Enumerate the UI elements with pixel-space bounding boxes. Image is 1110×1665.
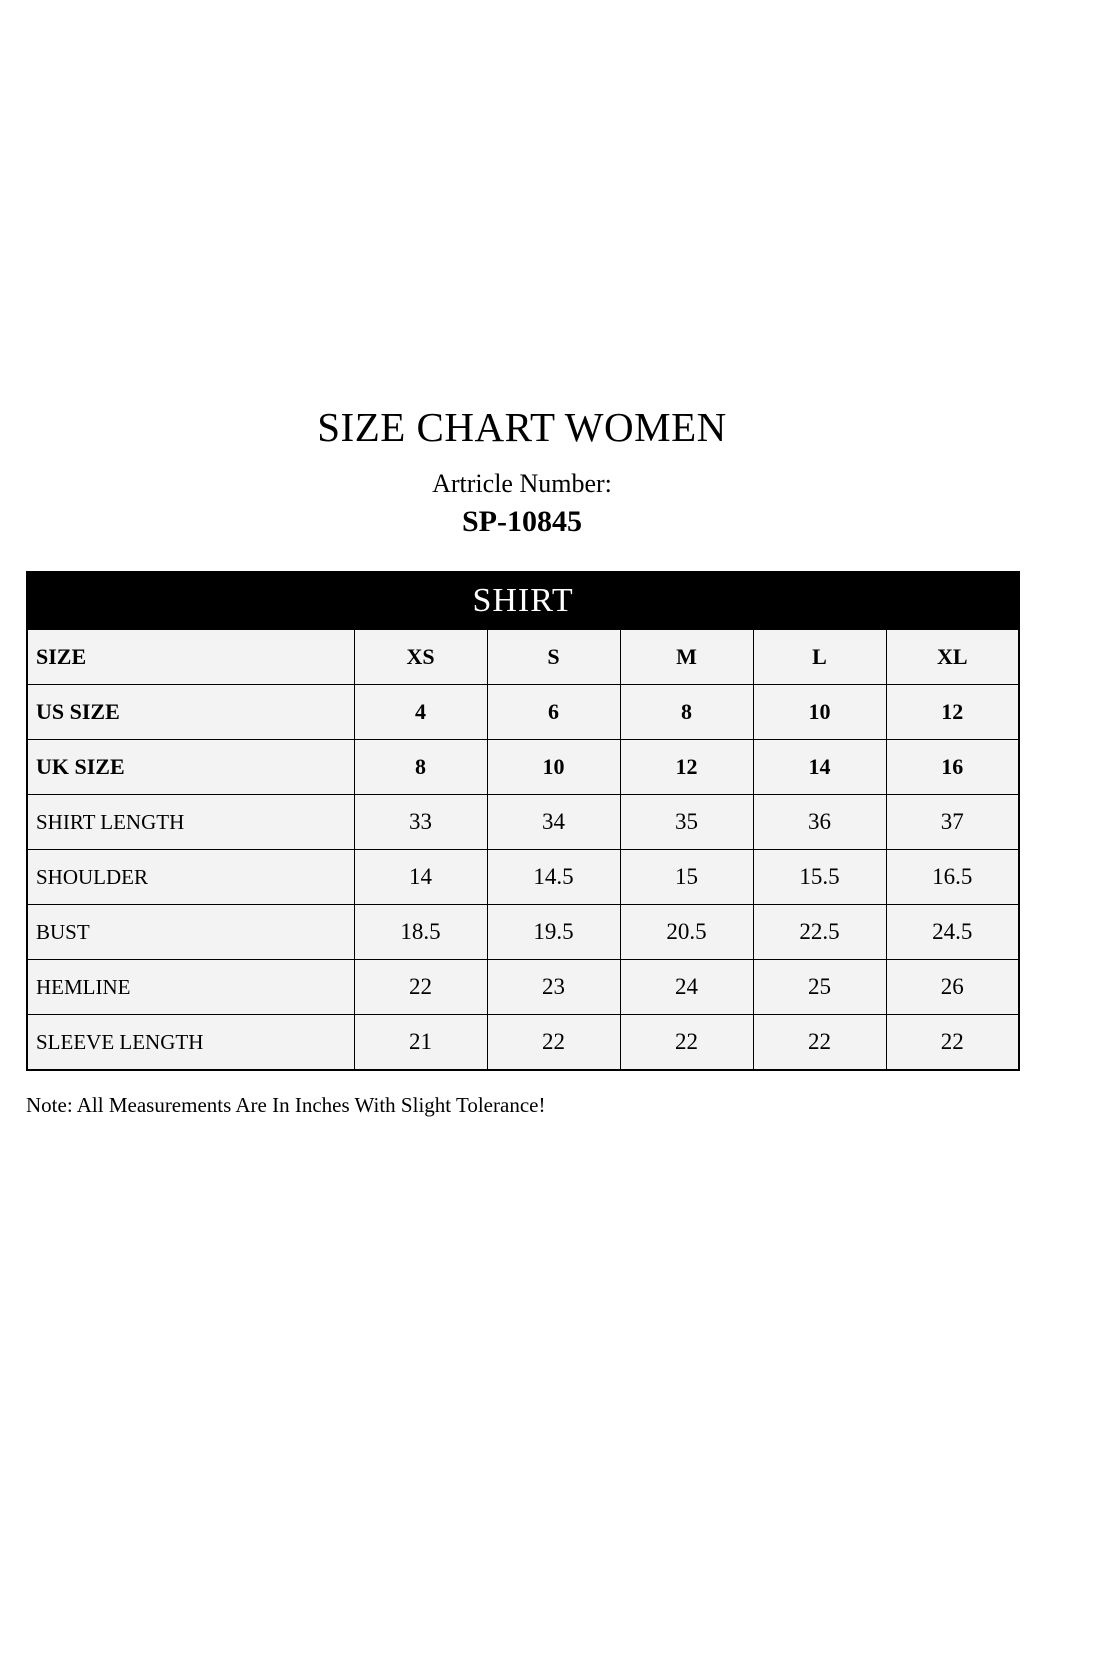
size-chart-content xyxy=(26,404,1018,1118)
row-value: 23 xyxy=(487,960,620,1015)
table-header-row xyxy=(27,630,1019,685)
row-value: 36 xyxy=(753,795,886,850)
size-chart-table xyxy=(26,571,1020,1071)
header-size-l: L xyxy=(753,630,886,685)
row-value: 22 xyxy=(487,1015,620,1071)
row-label: SLEEVE LENGTH xyxy=(27,1015,354,1071)
row-label: HEMLINE xyxy=(27,960,354,1015)
row-value: 24 xyxy=(620,960,753,1015)
header-size-m: M xyxy=(620,630,753,685)
row-value: 4 xyxy=(354,685,487,740)
row-value: 12 xyxy=(886,685,1019,740)
header-size-xs: XS xyxy=(354,630,487,685)
row-label: SHOULDER xyxy=(27,850,354,905)
row-value: 10 xyxy=(487,740,620,795)
row-value: 12 xyxy=(620,740,753,795)
row-label: UK SIZE xyxy=(27,740,354,795)
row-value: 33 xyxy=(354,795,487,850)
header-size-s: S xyxy=(487,630,620,685)
row-value: 16 xyxy=(886,740,1019,795)
header-size-xl: XL xyxy=(886,630,1019,685)
row-value: 6 xyxy=(487,685,620,740)
table-row xyxy=(27,795,1019,850)
row-value: 14 xyxy=(753,740,886,795)
row-value: 14.5 xyxy=(487,850,620,905)
row-value: 21 xyxy=(354,1015,487,1071)
row-value: 34 xyxy=(487,795,620,850)
table-row xyxy=(27,740,1019,795)
header-label-size: SIZE xyxy=(27,630,354,685)
row-value: 37 xyxy=(886,795,1019,850)
row-value: 15.5 xyxy=(753,850,886,905)
row-value: 26 xyxy=(886,960,1019,1015)
row-value: 25 xyxy=(753,960,886,1015)
table-row xyxy=(27,850,1019,905)
row-value: 14 xyxy=(354,850,487,905)
row-value: 16.5 xyxy=(886,850,1019,905)
row-value: 24.5 xyxy=(886,905,1019,960)
row-label: SHIRT LENGTH xyxy=(27,795,354,850)
table-row xyxy=(27,905,1019,960)
row-value: 22 xyxy=(354,960,487,1015)
table-category-row xyxy=(27,572,1019,630)
row-value: 22 xyxy=(886,1015,1019,1071)
row-value: 19.5 xyxy=(487,905,620,960)
table-row xyxy=(27,960,1019,1015)
row-value: 22 xyxy=(620,1015,753,1071)
row-label: BUST xyxy=(27,905,354,960)
row-value: 22.5 xyxy=(753,905,886,960)
article-number-value: SP-10845 xyxy=(462,505,582,539)
table-row xyxy=(27,685,1019,740)
page-title: SIZE CHART WOMEN xyxy=(317,404,727,450)
row-value: 18.5 xyxy=(354,905,487,960)
table-row xyxy=(27,1015,1019,1071)
row-value: 8 xyxy=(620,685,753,740)
row-value: 20.5 xyxy=(620,905,753,960)
row-value: 35 xyxy=(620,795,753,850)
row-label: US SIZE xyxy=(27,685,354,740)
row-value: 15 xyxy=(620,850,753,905)
measurements-note: Note: All Measurements Are In Inches With Slight Tolerance! xyxy=(26,1093,546,1118)
category-title: SHIRT xyxy=(27,572,1019,630)
article-number-label: Artricle Number: xyxy=(432,469,612,499)
row-value: 10 xyxy=(753,685,886,740)
row-value: 22 xyxy=(753,1015,886,1071)
row-value: 8 xyxy=(354,740,487,795)
